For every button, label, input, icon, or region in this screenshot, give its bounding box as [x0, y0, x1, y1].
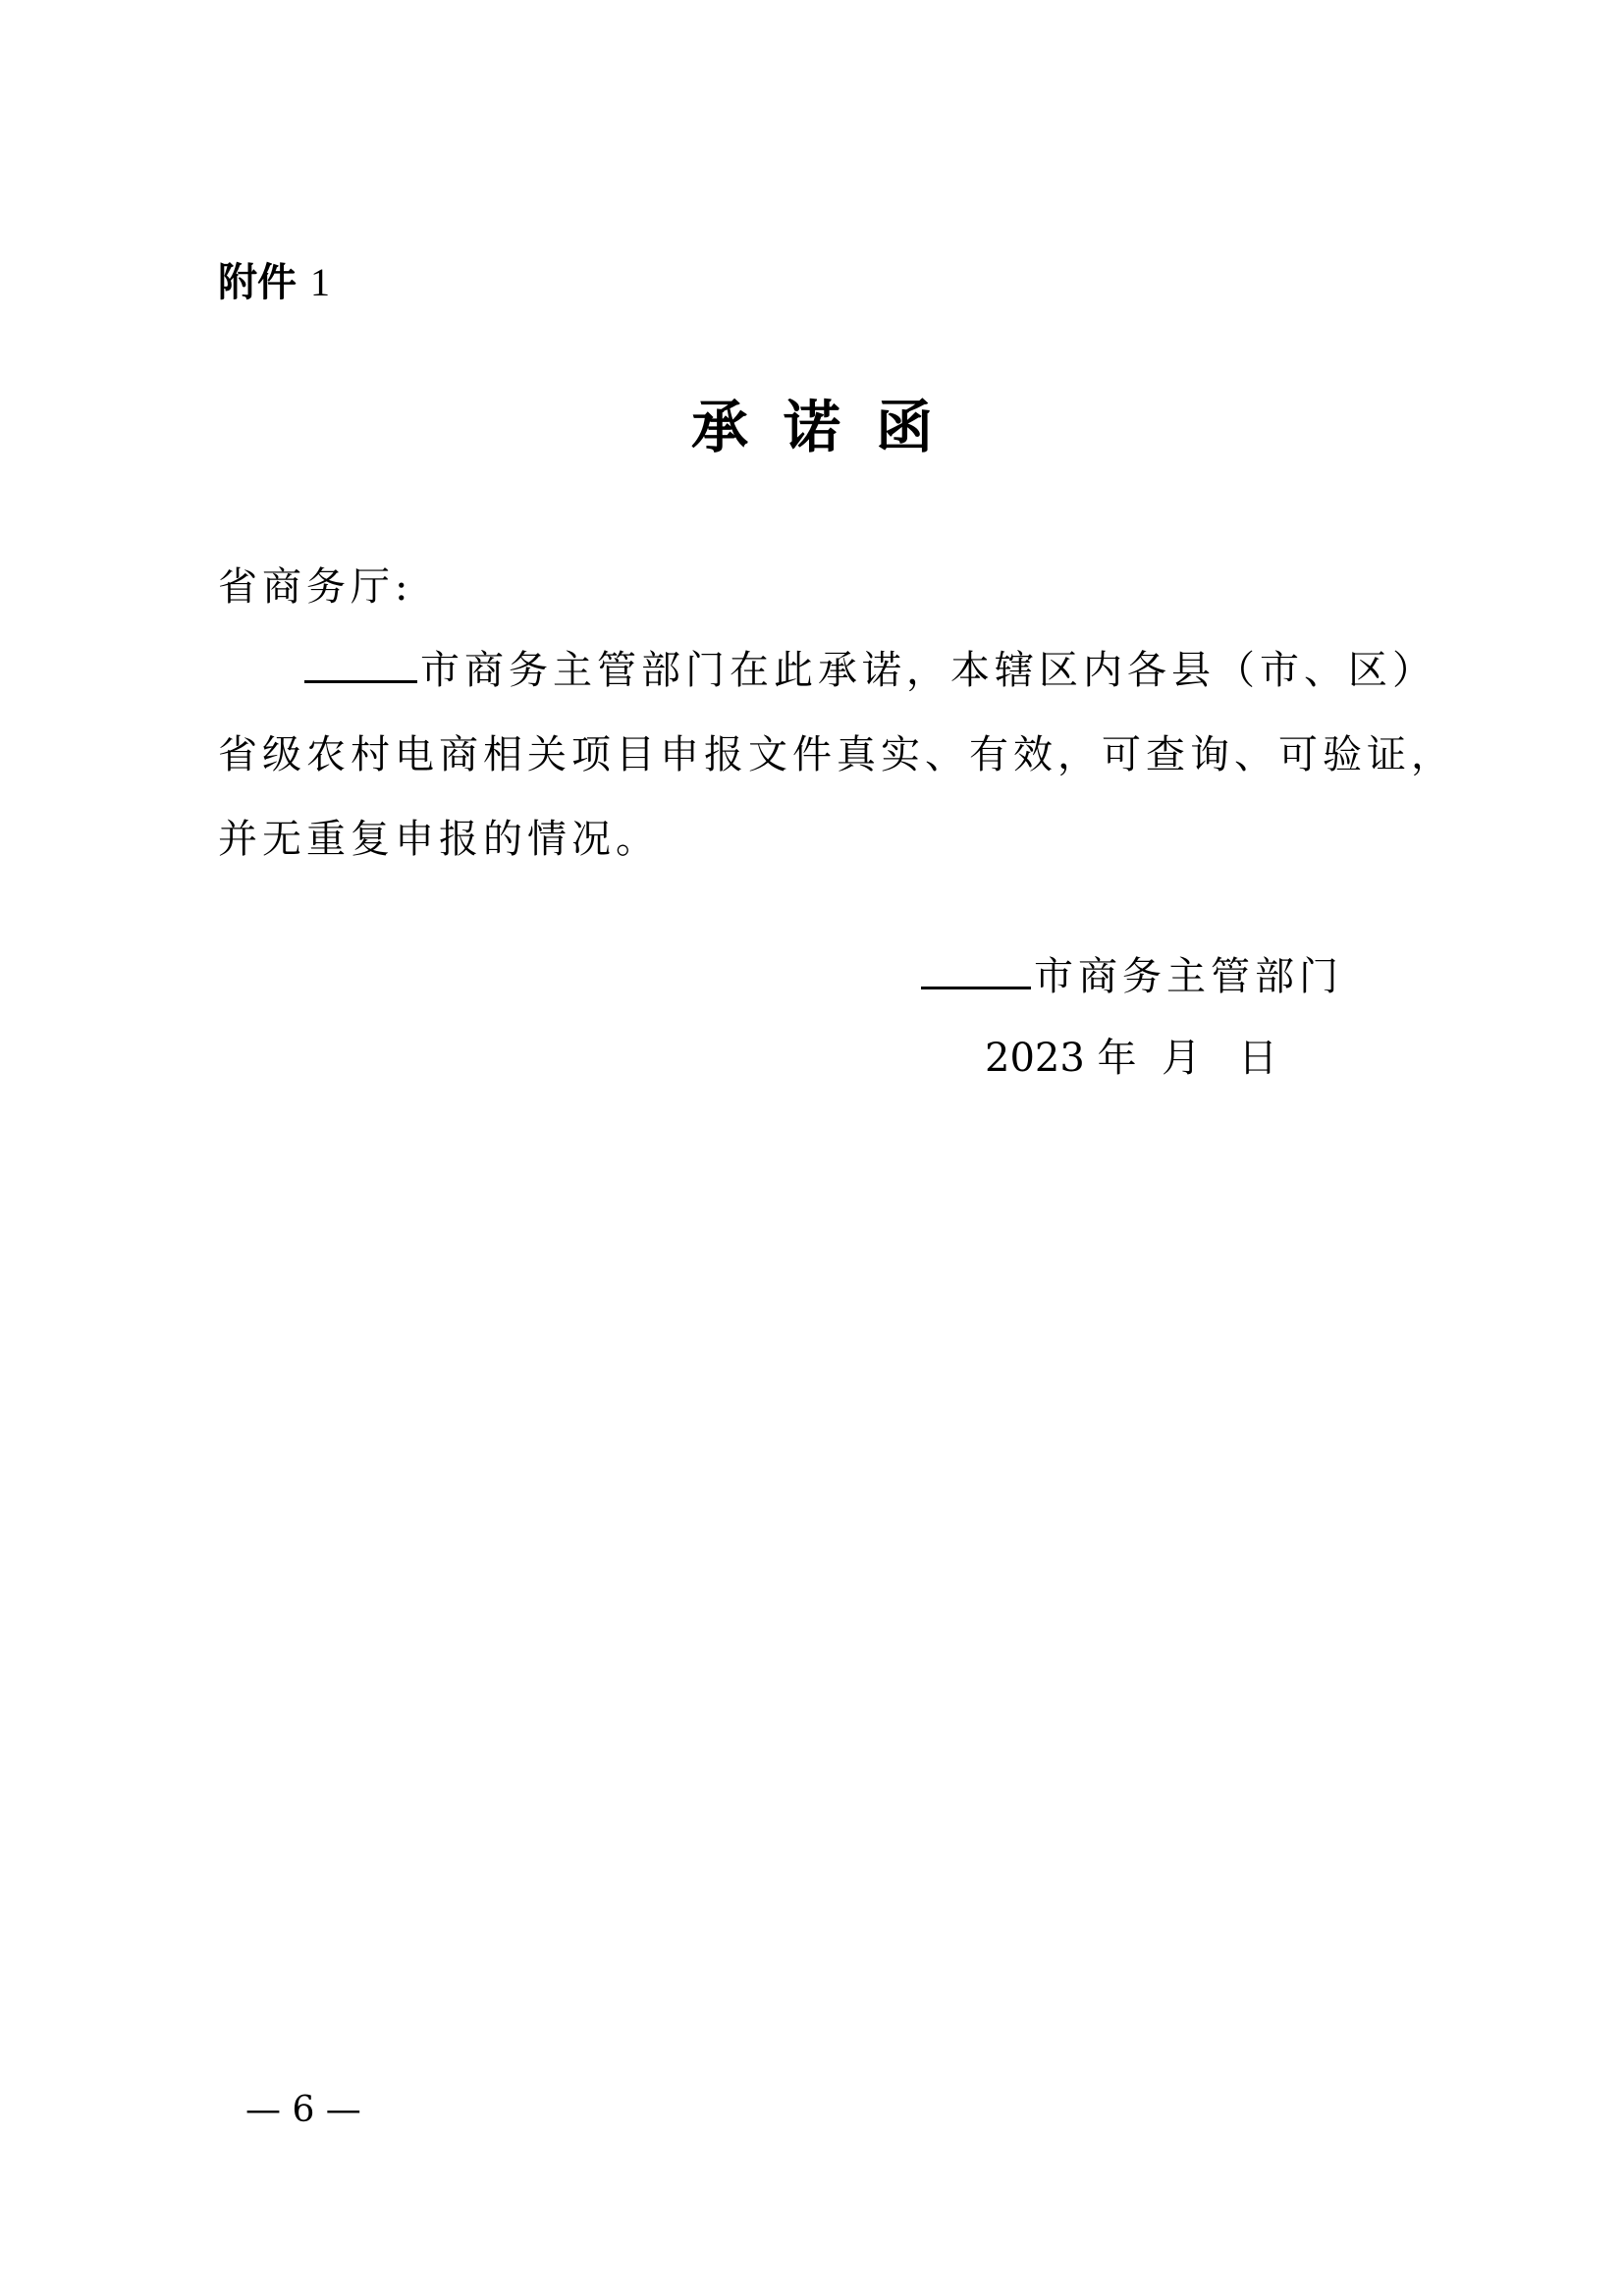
recipient-line: 省商务厅: — [218, 564, 413, 610]
attachment-label — [218, 253, 330, 312]
attachment-text: 附件 — [218, 260, 297, 305]
paragraph-line-2: 省级农村电商相关项目申报文件真实、有效，可查询、可验证， — [218, 732, 1455, 777]
paragraph-line-3: 并无重复申报的情况。 — [218, 817, 660, 862]
document-title: 承诺函 — [690, 394, 968, 460]
attachment-number: 1 — [309, 260, 330, 304]
paragraph-line-1-text: 市商务主管部门在此承诺，本辖区内各县（市、区） — [420, 648, 1436, 693]
fill-in-blank-city — [304, 679, 417, 683]
paragraph-line-1 — [218, 628, 1435, 713]
signature-date: 2023 年 月 日 — [985, 1036, 1278, 1081]
fill-in-blank-signature-city — [921, 986, 1031, 989]
signature-org-text: 市商务主管部门 — [1034, 954, 1343, 999]
page-number: — 6 — — [245, 2090, 361, 2130]
signature-organization — [921, 934, 1343, 1019]
